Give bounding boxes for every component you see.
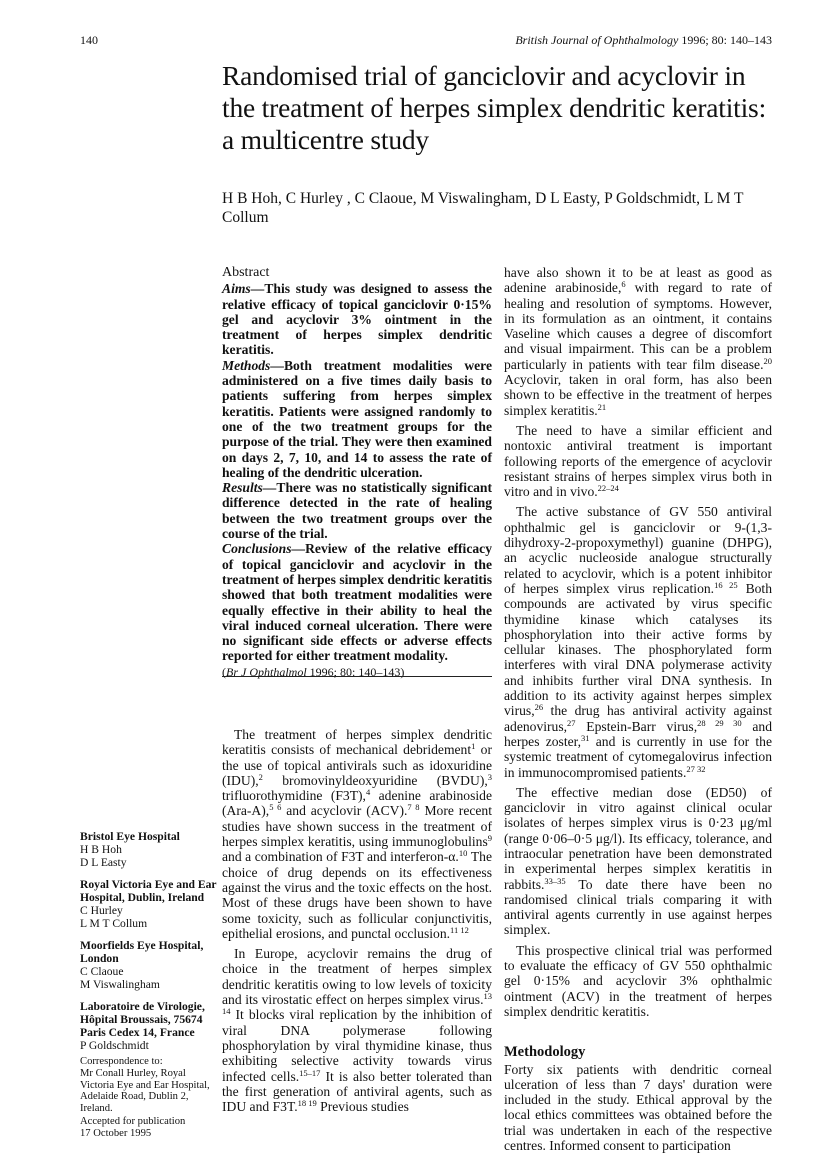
affiliation-2: Royal Victoria Eye and Ear Hospital, Dublin, Ireland C Hurley L M T Collum [80, 878, 217, 930]
aims-label: Aims— [222, 281, 265, 297]
body-paragraph-3: The active substance of GV 550 antiviral ophthalmic gel is ganciclovir or 9-(1,3-dihydroxy-2-propoxymethyl) guanine (DHPG), an acyclic nucleoside analogue structurally related to acyclovir, which is a potent inhibitor of herpes simplex virus replication.$^{16 25}$ Both compounds are activated by virus specific thymidine kinase which catalyses its phosphorylation into their active forms by cellular kinases. The phosphorylated form interferes with viral DNA polymerase activity and inhibits further viral DNA synthesis. In addition to its activity against herpes simplex virus,$^{26}$ the drug has antiviral activity against adenovirus,$^{27}$ Epstein-Barr virus,$^{28 29 30}$ and herpes zoster,$^{31}$ and is currently in use for the systemic treatment of cytomegalovirus infection in immunocompromised patients.$^{27 32}$ [504, 504, 773, 780]
body-paragraph-1: have also shown it to be at least as good as adenine arabinoside,$^6$ with regard to rate of healing and resolution of symptoms. However, in its formulation as an ointment, it contains Vaseline which causes a degree of discomfort and visual impairment. This can be a problem particularly in patients with tear film disease.$^{20}$ Acyclovir, taken in oral form, has also been shown to be effective in the treatment of herpes simplex keratitis.$^{21}$ [504, 265, 772, 418]
affiliation-3: Moorfields Eye Hospital, London C Claoue M Viswalingham [80, 939, 204, 991]
body-paragraph-4: The effective median dose (ED50) of ganciclovir in vitro against clinical ocular isolates of herpes simplex virus is 0·23 μg/ml (range 0·06–0·5 μg/l). Its efficacy, tolerance, and intraocular penetration have been demonstrated in experimental herpes simplex keratitis in rabbits.$^{33-35}$ To date there have been no randomised clinical trials comparing it with antiviral agents currently in use against herpes simplex. [504, 784, 772, 938]
abstract [222, 265, 492, 680]
abstract-divider [222, 676, 492, 677]
methods-label: Methods— [222, 357, 284, 373]
affiliations [80, 830, 220, 1061]
correspondence: Correspondence to: Mr Conall Hurley, Royal Victoria Eye and Ear Hospital, Adelaide Road, Dublin 2, Ireland. [80, 1056, 210, 1115]
page-number: 140 [80, 33, 98, 47]
journal-volume-ref: 1996; 80: 140–143 [681, 33, 772, 47]
body-paragraph-2: The need to have a similar efficient and nontoxic antiviral treatment is important following reports of the emergence of acyclovir resistant strains of herpes simplex virus both in vitro and in vivo.$^{22-24}$ [504, 422, 772, 500]
right-column [504, 265, 772, 1153]
abstract-heading: Abstract [222, 265, 270, 280]
abstract-aims: Aims—This study was designed to assess the relative efficacy of topical ganciclovir 0·15% gel and acyclovir 3% ointment in the treatment of herpes simplex dendritic keratitis. [222, 281, 492, 358]
introduction-column [222, 727, 492, 1114]
author-list: H B Hoh, C Hurley , C Claoue, M Viswalingham, D L Easty, P Goldschmidt, L M T Collum [222, 190, 744, 226]
abstract-citation: (Br J Ophthalmol 1996; 80: 140–143) [222, 664, 405, 679]
abstract-methods: Methods—Both treatment modalities were administered on a five times daily basis to patients suffering from herpes simplex keratitis. Patients were assigned randomly to one of the two treatment groups for the purpose of the trial. They were then examined on days 2, 7, 10, and 14 to assess the rate of healing of the dendritic ulceration. [222, 357, 492, 480]
methodology-paragraph: Forty six patients with dendritic corneal ulceration of less than 7 days' duration were included in the study. Ethical approval by the local ethics committees was obtained before the trial was undertaken in each of the respective centres. Informed consent to participation [504, 1061, 772, 1153]
journal-name: British Journal of Ophthalmology 1996; 80: 140–143 [515, 33, 772, 47]
affiliation-4: Laboratoire de Virologie, Hôpital Broussais, 75674 Paris Cedex 14, France P Goldschmidt [80, 1000, 205, 1052]
intro-paragraph-2: In Europe, acyclovir remains the drug of choice in the treatment of herpes simplex dendritic keratitis owing to low levels of toxicity and its virostatic effect on herpes simplex virus.$^{13 14}$ It blocks viral replication by the inhibition of viral DNA polymerase following phosphorylation by viral thymidine kinase, thus exhibiting selective activity towards virus infected cells.$^{15-17}$ It is also better tolerated than the first generation of antiviral agents, such as IDU and F3T.$^{18 19}$ Previous studies [222, 946, 492, 1115]
accepted-date: Accepted for publication 17 October 1995 [80, 1116, 186, 1139]
abstract-results: Results—There was no statistically significant difference detected in the rate of healing between the two treatment groups over the course of the trial. [222, 480, 492, 542]
article-title: Randomised trial of ganciclovir and acyclovir in the treatment of herpes simplex dendritic keratitis: a multicentre study [222, 60, 767, 155]
results-label: Results— [222, 480, 277, 496]
body-paragraph-5: This prospective clinical trial was performed to evaluate the efficacy of GV 550 ophthalmic gel 0·15% and acyclovir 3% ophthalmic ointment (ACV) in the treatment of herpes simplex dendritic keratitis. [504, 942, 772, 1019]
conclusions-label: Conclusions— [222, 541, 306, 557]
abstract-conclusions: Conclusions—Review of the relative efficacy of topical ganciclovir and acyclovir in the treatment of herpes simplex dendritic keratitis showed that both treatment modalities were equally effective in their ability to heal the viral induced corneal ulceration. There were no significant side effects or adverse effects reported for either treatment modality. [222, 541, 492, 664]
affiliation-1: Bristol Eye Hospital H B Hoh D L Easty [80, 830, 180, 869]
intro-paragraph-1: The treatment of herpes simplex dendritic keratitis consists of mechanical debridement$^1$ or the use of topical antivirals such as idoxuridine (IDU),$^2$ bromovinyldeoxyuridine (BVDU),$^3$ trifluorothymidine (F3T),$^4$ adenine arabinoside (Ara-A),$^{5 6}$ and acyclovir (ACV).$^{7 8}$ More recent studies have shown success in the treatment of herpes simplex keratitis, using immunoglobulins$^9$ and a combination of F3T and interferon-α.$^{10}$ The choice of drug depends on its effectiveness against the virus and the toxic effects on the host. Most of these drugs have been shown to have some toxicity, such as follicular conjunctivitis, epithelial erosions, and punctal occlusion.$^{11 12}$ [222, 727, 493, 941]
methodology-heading: Methodology [504, 1044, 586, 1061]
running-head [0, 33, 816, 51]
